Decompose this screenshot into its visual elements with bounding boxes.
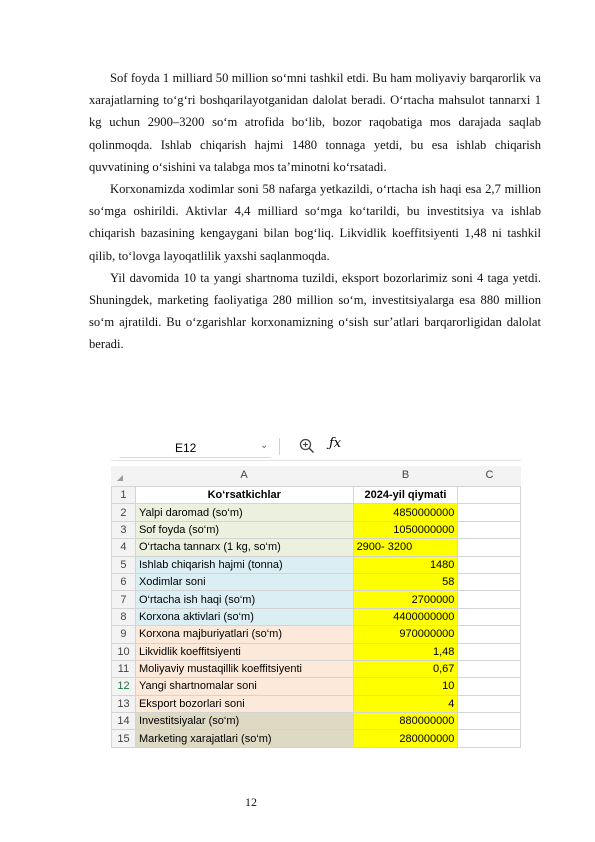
table-row bbox=[112, 660, 521, 677]
column-header-a[interactable]: A bbox=[240, 469, 248, 481]
table-row bbox=[112, 504, 521, 521]
column-header-b[interactable]: B bbox=[401, 469, 410, 481]
table-row bbox=[112, 730, 521, 747]
value-cell[interactable]: 0,67 bbox=[353, 660, 458, 677]
table-row bbox=[112, 573, 521, 590]
paragraph-1: Sof foyda 1 milliard 50 million so‘mni tashkil etdi. Bu ham moliyaviy barqarorlik va xarajatlarning to‘g‘ri boshqarilayotganidan dalolat beradi. O‘rtacha mahsulot tannarxi 1 kg uchun 2900–3200 so‘m atrofida bo‘lib, bozor raqobatiga mos darajada saqlab qolinmoqda. Ishlab chiqarish hajmi 1480 tonnaga yetdi, bu esa ishlab chiqarish quvvatining o‘sishini va talabga mos ta’minotni ko‘rsatadi. bbox=[89, 71, 541, 174]
empty-cell[interactable] bbox=[458, 678, 521, 695]
empty-cell[interactable] bbox=[458, 487, 521, 504]
value-cell[interactable]: 1,48 bbox=[353, 643, 458, 660]
empty-cell[interactable] bbox=[458, 730, 521, 747]
chevron-down-icon[interactable]: ⌄ bbox=[260, 440, 269, 451]
value-cell[interactable]: 970000000 bbox=[353, 626, 458, 643]
table-header-row bbox=[112, 487, 521, 504]
indicator-cell[interactable]: Marketing xarajatlari (so‘m) bbox=[135, 730, 353, 747]
indicator-cell[interactable]: Likvidlik koeffitsiyenti bbox=[135, 643, 353, 660]
row-number[interactable]: 10 bbox=[112, 643, 136, 660]
spreadsheet-screenshot bbox=[111, 433, 521, 758]
table-row bbox=[112, 626, 521, 643]
table-row bbox=[112, 643, 521, 660]
value-cell[interactable]: 4 bbox=[353, 695, 458, 712]
table-row bbox=[112, 556, 521, 573]
row-number[interactable]: 14 bbox=[112, 713, 136, 730]
indicator-cell[interactable]: O‘rtacha tannarx (1 kg, so‘m) bbox=[135, 539, 353, 556]
indicator-cell[interactable]: Moliyaviy mustaqillik koeffitsiyenti bbox=[135, 660, 353, 677]
row-number[interactable]: 9 bbox=[112, 626, 136, 643]
formula-bar bbox=[111, 433, 521, 461]
value-cell[interactable]: 880000000 bbox=[353, 713, 458, 730]
value-cell[interactable]: 280000000 bbox=[353, 730, 458, 747]
name-box-value: E12 bbox=[175, 441, 197, 455]
row-number[interactable]: 7 bbox=[112, 591, 136, 608]
empty-cell[interactable] bbox=[458, 713, 521, 730]
indicator-cell[interactable]: Investitsiyalar (so‘m) bbox=[135, 713, 353, 730]
value-cell[interactable]: 58 bbox=[353, 573, 458, 590]
table-row bbox=[112, 608, 521, 625]
value-cell[interactable]: 4850000000 bbox=[353, 504, 458, 521]
empty-cell[interactable] bbox=[458, 504, 521, 521]
empty-cell[interactable] bbox=[458, 626, 521, 643]
select-all-corner[interactable] bbox=[117, 475, 123, 481]
data-grid bbox=[111, 486, 521, 748]
row-number[interactable]: 5 bbox=[112, 556, 136, 573]
value-cell[interactable]: 2700000 bbox=[353, 591, 458, 608]
indicator-cell[interactable]: Korxona aktivlari (so‘m) bbox=[135, 608, 353, 625]
indicator-cell[interactable]: Yalpi daromad (so‘m) bbox=[135, 504, 353, 521]
row-number[interactable]: 2 bbox=[112, 504, 136, 521]
table-row bbox=[112, 678, 521, 695]
empty-cell[interactable] bbox=[458, 556, 521, 573]
indicator-cell[interactable]: Korxona majburiyatlari (so‘m) bbox=[135, 626, 353, 643]
value-cell[interactable]: 1050000000 bbox=[353, 521, 458, 538]
empty-cell[interactable] bbox=[458, 539, 521, 556]
empty-cell[interactable] bbox=[458, 695, 521, 712]
paragraph-2: Korxonamizda xodimlar soni 58 nafarga yetkazildi, o‘rtacha ish haqi esa 2,7 million so‘mga oshirildi. Aktivlar 4,4 milliard so‘mga ko‘tarildi, bu investitsiya va ishlab chiqarish bazasining kengaygani bilan bog‘liq. Likvidlik koeffitsiyenti 1,48 ni tashkil qilib, to‘lovga layoqatlilik yaxshi saqlanmoqda. bbox=[89, 182, 541, 263]
page-number: 12 bbox=[245, 795, 257, 809]
row-number[interactable]: 13 bbox=[112, 695, 136, 712]
function-icon[interactable]: ƒx bbox=[329, 436, 342, 451]
indicator-cell[interactable]: O‘rtacha ish haqi (so‘m) bbox=[135, 591, 353, 608]
value-cell[interactable]: 10 bbox=[353, 678, 458, 695]
indicator-cell[interactable]: Sof foyda (so‘m) bbox=[135, 521, 353, 538]
row-number[interactable]: 15 bbox=[112, 730, 136, 747]
row-number[interactable]: 3 bbox=[112, 521, 136, 538]
row-number[interactable]: 6 bbox=[112, 573, 136, 590]
row-number[interactable]: 1 bbox=[112, 487, 136, 504]
table-row bbox=[112, 539, 521, 556]
value-cell[interactable]: 2900- 3200 bbox=[353, 539, 458, 556]
column-header-c[interactable]: C bbox=[485, 469, 494, 481]
empty-cell[interactable] bbox=[458, 643, 521, 660]
header-value[interactable]: 2024-yil qiymati bbox=[353, 487, 458, 504]
indicator-cell[interactable]: Eksport bozorlari soni bbox=[135, 695, 353, 712]
formula-bar-separator bbox=[279, 438, 280, 455]
table-row bbox=[112, 695, 521, 712]
paragraph-3: Yil davomida 10 ta yangi shartnoma tuzildi, eksport bozorlarimiz soni 4 taga yetdi. Shuningdek, marketing faoliyatiga 280 million so‘m, investitsiyalarga esa 880 million so‘m ajratildi. Bu o‘zgarishlar korxonamizning o‘sish sur’atlari barqarorligidan dalolat beradi. bbox=[89, 270, 541, 352]
column-headers bbox=[111, 466, 521, 487]
row-number[interactable]: 8 bbox=[112, 608, 136, 625]
empty-cell[interactable] bbox=[458, 591, 521, 608]
empty-cell[interactable] bbox=[458, 573, 521, 590]
value-cell[interactable]: 1480 bbox=[353, 556, 458, 573]
indicator-cell[interactable]: Yangi shartnomalar soni bbox=[135, 678, 353, 695]
row-number[interactable]: 11 bbox=[112, 660, 136, 677]
header-indicators[interactable]: Ko‘rsatkichlar bbox=[135, 487, 353, 504]
table-row bbox=[112, 591, 521, 608]
empty-cell[interactable] bbox=[458, 521, 521, 538]
indicator-cell[interactable]: Ishlab chiqarish hajmi (tonna) bbox=[135, 556, 353, 573]
value-cell[interactable]: 4400000000 bbox=[353, 608, 458, 625]
body-text bbox=[89, 67, 541, 356]
name-box[interactable] bbox=[119, 437, 271, 458]
zoom-icon[interactable] bbox=[298, 437, 316, 455]
empty-cell[interactable] bbox=[458, 660, 521, 677]
table-row bbox=[112, 521, 521, 538]
row-number[interactable]: 4 bbox=[112, 539, 136, 556]
empty-cell[interactable] bbox=[458, 608, 521, 625]
table-row bbox=[112, 713, 521, 730]
indicator-cell[interactable]: Xodimlar soni bbox=[135, 573, 353, 590]
row-number[interactable]: 12 bbox=[112, 678, 136, 695]
